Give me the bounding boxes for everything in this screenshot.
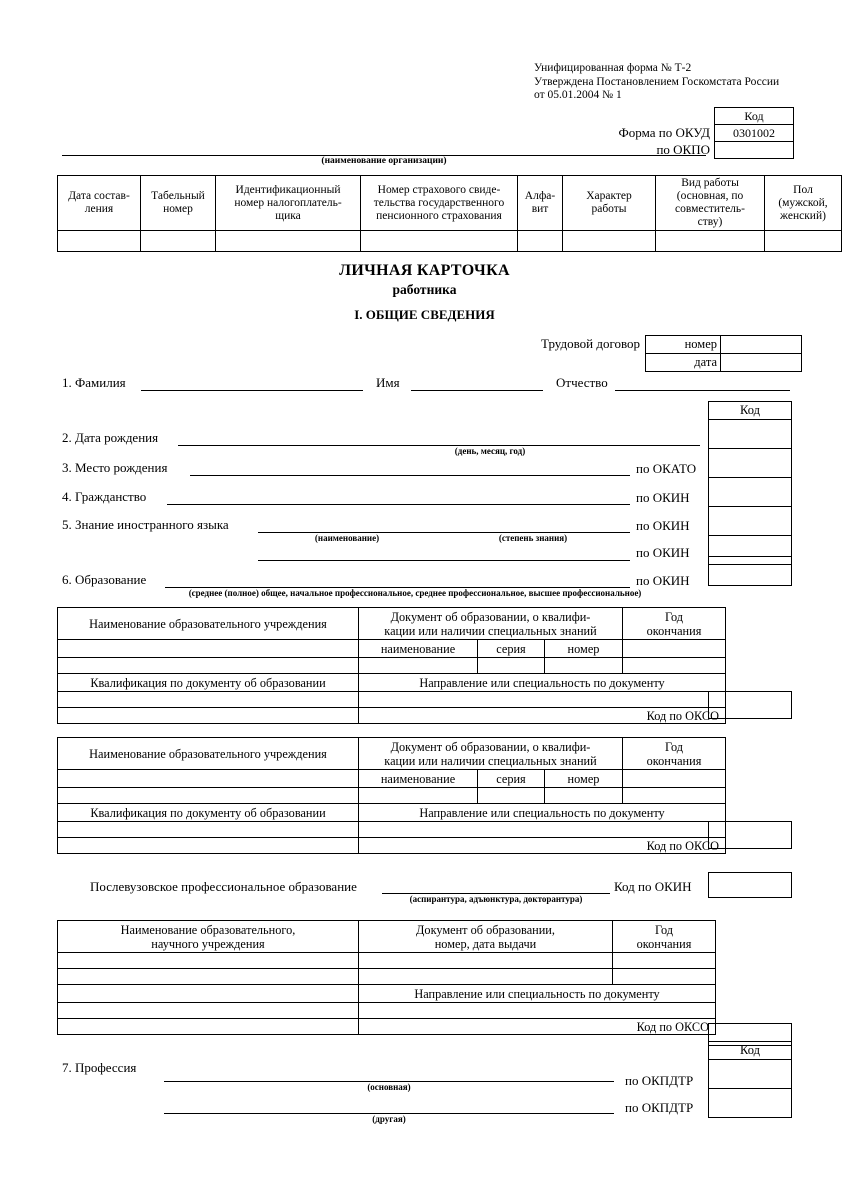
cell-personnel-number[interactable] — [141, 231, 216, 252]
col-alphabet: Алфа- вит — [518, 176, 563, 231]
contract-number-value[interactable] — [721, 336, 802, 354]
patronymic-input[interactable] — [615, 390, 790, 391]
edu1-row2-inst[interactable] — [58, 658, 359, 674]
code-cell-okato[interactable] — [709, 449, 792, 478]
sci-col3-header: Год окончания — [613, 921, 716, 953]
item2-caption: (день, месяц, год) — [454, 446, 526, 456]
section-title: I. ОБЩИЕ СВЕДЕНИЯ — [354, 307, 495, 322]
item1-label: 1. Фамилия — [62, 375, 126, 390]
edu2-okso-label: Код по ОКСО — [359, 838, 726, 854]
edu2-okso-code-box — [708, 821, 792, 849]
postgrad-code-value[interactable] — [709, 873, 792, 898]
okud-value-cell[interactable]: 0301002 — [715, 125, 794, 142]
sci-row1-doc[interactable] — [359, 953, 613, 969]
form-approval-note-line-2: Утверждена Постановлением Госкомстата России — [534, 75, 780, 88]
item4-label: 4. Гражданство — [62, 489, 147, 504]
cell-work-type[interactable] — [656, 231, 765, 252]
edu2-row1-year[interactable] — [623, 770, 726, 788]
cell-gender[interactable] — [765, 231, 842, 252]
edu2-sub-series: серия — [478, 770, 545, 788]
scientific-institution-table — [57, 920, 716, 1035]
col-compilation-date: Дата состав- ления — [58, 176, 141, 231]
code-cell-education[interactable] — [709, 557, 792, 586]
item7-label: 7. Профессия — [62, 1060, 137, 1075]
edu1-sub-number: номер — [545, 640, 623, 658]
education-table-2 — [57, 737, 726, 854]
sci-blank-cell-3[interactable] — [58, 1019, 359, 1035]
item7-main-caption: (основная) — [367, 1082, 411, 1092]
profession-code-main[interactable] — [709, 1060, 792, 1089]
edu2-row2-doc-name[interactable] — [359, 788, 478, 804]
item3-code-label: по ОКАТО — [636, 461, 697, 476]
item6-caption: (среднее (полное) общее, начальное профессиональное, среднее профессиональное, высшее профессиональное) — [188, 588, 642, 598]
okpo-value-cell[interactable] — [715, 142, 794, 159]
edu1-direction-value[interactable] — [359, 692, 726, 708]
col-personnel-number: Табельный номер — [141, 176, 216, 231]
col-pension-cert: Номер страхового свиде- тельства государственного пенсионного страхования — [361, 176, 518, 231]
edu1-okso-value[interactable] — [709, 692, 792, 719]
cell-work-character[interactable] — [563, 231, 656, 252]
sci-row1-year[interactable] — [613, 953, 716, 969]
sci-row2-doc[interactable] — [359, 969, 613, 985]
edu1-qual-header: Квалификация по документу об образовании — [58, 674, 359, 692]
sci-col1-header: Наименование образовательного, научного учреждения — [58, 921, 359, 953]
okud-label: Форма по ОКУД — [618, 125, 710, 140]
first-name-label: Имя — [376, 375, 400, 390]
edu1-col2-header: Документ об образовании, о квалифи- кации или наличии специальных знаний — [359, 608, 623, 640]
edu1-col1-header: Наименование образовательного учреждения — [58, 608, 359, 640]
edu1-sub-name: наименование — [359, 640, 478, 658]
code-cell-birthdate[interactable] — [709, 420, 792, 449]
form-approval-note-line-3: от 05.01.2004 № 1 — [534, 89, 622, 101]
sci-direction-value[interactable] — [359, 1003, 716, 1019]
edu1-okso-code-box — [708, 691, 792, 719]
item5-code-label-2: по ОКИН — [636, 545, 690, 560]
labour-contract-table — [645, 335, 802, 372]
edu1-okso-label: Код по ОКСО — [359, 708, 726, 724]
item7-code-label-main: по ОКПДТР — [625, 1073, 694, 1088]
edu1-sub-series: серия — [478, 640, 545, 658]
edu2-col2-header: Документ об образовании, о квалифи- кации или наличии специальных знаний — [359, 738, 623, 770]
edu2-qual-header: Квалификация по документу об образовании — [58, 804, 359, 822]
edu1-row2-series[interactable] — [478, 658, 545, 674]
page-subtitle: работника — [392, 282, 457, 297]
table-header-row — [58, 176, 842, 231]
table-row — [58, 231, 842, 252]
cell-inn[interactable] — [216, 231, 361, 252]
sci-row2-inst[interactable] — [58, 969, 359, 985]
language-input-2[interactable] — [258, 560, 630, 561]
code-column-table — [708, 401, 792, 565]
edu2-row2-year[interactable] — [623, 788, 726, 804]
edu1-row1-inst[interactable] — [58, 640, 359, 658]
edu2-col1-header: Наименование образовательного учреждения — [58, 738, 359, 770]
item7-code-label-other: по ОКПДТР — [625, 1100, 694, 1115]
item6-label: 6. Образование — [62, 572, 147, 587]
code-cell-language-1[interactable] — [709, 507, 792, 536]
sci-blank-cell-1[interactable] — [58, 985, 359, 1003]
profession-code-other[interactable] — [709, 1089, 792, 1118]
contract-date-label: дата — [646, 354, 721, 372]
citizenship-input[interactable] — [167, 504, 630, 505]
cell-pension-cert[interactable] — [361, 231, 518, 252]
edu2-row2-inst[interactable] — [58, 788, 359, 804]
col-work-character: Характер работы — [563, 176, 656, 231]
edu2-row1-inst[interactable] — [58, 770, 359, 788]
edu2-qual-value[interactable] — [58, 822, 359, 838]
contract-date-value[interactable] — [721, 354, 802, 372]
education-table-1 — [57, 607, 726, 724]
postgrad-code-label: Код по ОКИН — [614, 879, 692, 894]
col-inn: Идентификационный номер налогоплатель- щика — [216, 176, 361, 231]
item5-code-label-1: по ОКИН — [636, 518, 690, 533]
item6-code-label: по ОКИН — [636, 573, 690, 588]
cell-alphabet[interactable] — [518, 231, 563, 252]
sci-okso-label: Код по ОКСО — [359, 1019, 716, 1035]
item3-label: 3. Место рождения — [62, 460, 168, 475]
edu1-qual-value[interactable] — [58, 692, 359, 708]
edu2-okso-value[interactable] — [709, 822, 792, 849]
kod-header: Код — [715, 108, 794, 125]
organization-name-caption: (наименование организации) — [321, 156, 447, 166]
employee-header-table — [57, 175, 842, 252]
cell-compilation-date[interactable] — [58, 231, 141, 252]
edu1-row2-year[interactable] — [623, 658, 726, 674]
edu1-direction-header: Направление или специальность по документу — [359, 674, 726, 692]
sci-direction-header: Направление или специальность по документу — [359, 985, 716, 1003]
edu1-row2-doc-name[interactable] — [359, 658, 478, 674]
surname-input[interactable] — [141, 390, 363, 391]
postgrad-caption: (аспирантура, адъюнктура, докторантура) — [409, 894, 583, 904]
item4-code-label: по ОКИН — [636, 490, 690, 505]
item5-label: 5. Знание иностранного языка — [62, 517, 229, 532]
birthplace-input[interactable] — [190, 475, 630, 476]
sci-blank-cell-2[interactable] — [58, 1003, 359, 1019]
sci-row2-year[interactable] — [613, 969, 716, 985]
edu1-row2-number[interactable] — [545, 658, 623, 674]
profession-code-header: Код — [709, 1042, 792, 1060]
edu1-col3-header: Год окончания — [623, 608, 726, 640]
sci-col2-header: Документ об образовании, номер, дата выдачи — [359, 921, 613, 953]
first-name-input[interactable] — [411, 390, 543, 391]
edu1-qual-value-2[interactable] — [58, 708, 359, 724]
edu2-col3-header: Год окончания — [623, 738, 726, 770]
sci-row1-inst[interactable] — [58, 953, 359, 969]
code-cell-citizenship[interactable] — [709, 478, 792, 507]
edu2-row2-number[interactable] — [545, 788, 623, 804]
edu2-qual-value-2[interactable] — [58, 838, 359, 854]
code-column-header: Код — [709, 402, 792, 420]
form-approval-note — [534, 62, 824, 103]
item5-caption-degree: (степень знания) — [498, 533, 568, 543]
contract-number-label: номер — [646, 336, 721, 354]
form-approval-note-line-1: Унифицированная форма № Т-2 — [534, 62, 692, 74]
item5-caption-name: (наименование) — [314, 533, 380, 543]
col-gender: Пол (мужской, женский) — [765, 176, 842, 231]
edu2-direction-value[interactable] — [359, 822, 726, 838]
postgrad-code-box — [708, 872, 792, 898]
edu2-sub-name: наименование — [359, 770, 478, 788]
edu1-row1-year[interactable] — [623, 640, 726, 658]
postgrad-label: Послевузовское профессиональное образование — [90, 879, 357, 894]
edu2-sub-number: номер — [545, 770, 623, 788]
item7-other-caption: (другая) — [372, 1114, 406, 1124]
labour-contract-label: Трудовой договор — [541, 336, 640, 351]
okpo-label: по ОКПО — [656, 142, 710, 157]
patronymic-label: Отчество — [556, 375, 608, 390]
page-title: ЛИЧНАЯ КАРТОЧКА — [339, 262, 510, 279]
item2-label: 2. Дата рождения — [62, 430, 159, 445]
profession-code-table — [708, 1041, 792, 1118]
edu2-row2-series[interactable] — [478, 788, 545, 804]
edu2-direction-header: Направление или специальность по документу — [359, 804, 726, 822]
okud-code-table — [714, 107, 794, 159]
code-column-education-table — [708, 556, 792, 586]
col-work-type: Вид работы (основная, по совместитель- ству) — [656, 176, 765, 231]
